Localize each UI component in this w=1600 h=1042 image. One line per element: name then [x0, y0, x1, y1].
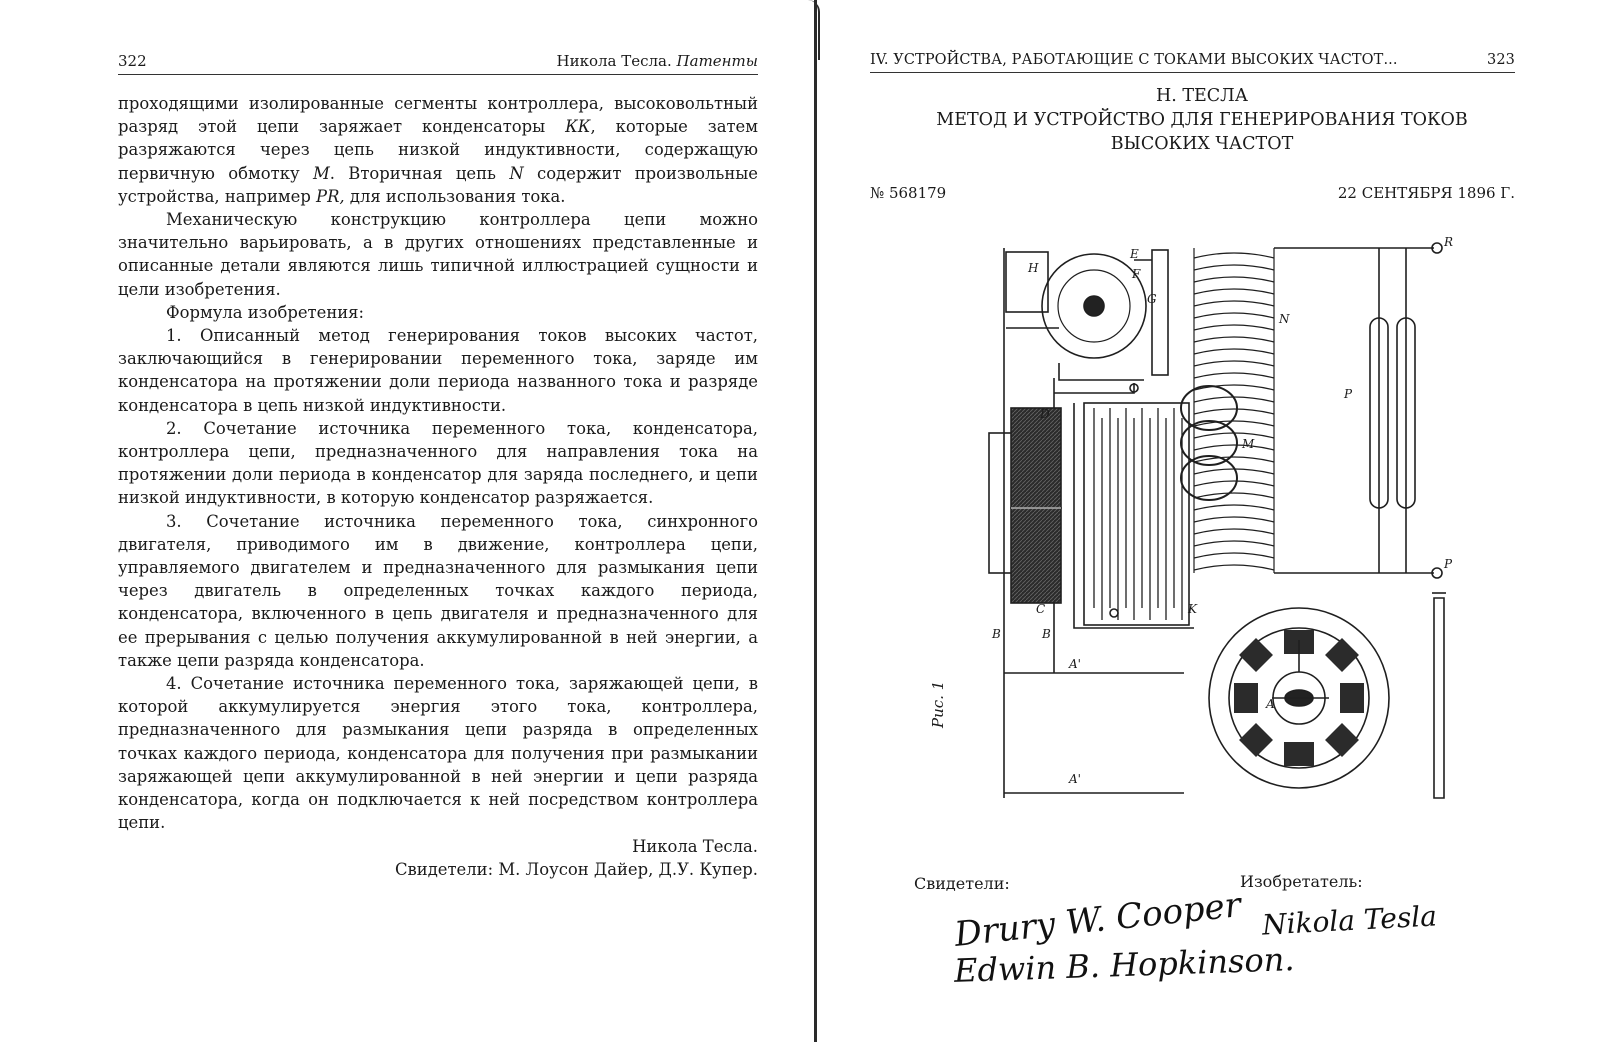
right-running-title: IV. УСТРОЙСТВА, РАБОТАЮЩИЕ С ТОКАМИ ВЫСОКИХ ЧАСТОТ... [870, 52, 1398, 68]
label-g: G [1147, 292, 1157, 306]
controller-terminal [1152, 250, 1168, 375]
paragraph-text: содержит произвольные устройства, например [118, 163, 758, 206]
patent-number: № 568179 [870, 184, 947, 202]
label-a-prime-2: A' [1069, 772, 1081, 786]
italic-term: КК [565, 117, 591, 137]
paragraph [118, 301, 758, 324]
patent-title-line-1: МЕТОД И УСТРОЙСТВО ДЛЯ ГЕНЕРИРОВАНИЯ ТОКОВ [936, 110, 1468, 130]
witnesses-label: Свидетели: [914, 874, 1010, 893]
transformer-winding-d [1011, 408, 1061, 508]
label-m: M [1242, 437, 1255, 451]
inventor-label: Изобретатель: [1240, 872, 1363, 891]
label-a: A [1266, 697, 1275, 711]
transformer-winding-c [1011, 508, 1061, 603]
paragraph [118, 510, 758, 672]
label-b-2: B [1042, 627, 1051, 641]
paragraph [118, 672, 758, 834]
paragraph-text: Свидетели: М. Лоусон Дайер, Д.У. Купер. [395, 859, 758, 879]
witness-signature-1: Drury W. Cooper [952, 885, 1243, 955]
paragraph-text: . Вторичная цепь [329, 163, 510, 183]
italic-term: М [312, 163, 330, 183]
paragraph [118, 324, 758, 417]
paragraph-text: Формула изобретения: [166, 302, 365, 322]
paragraph-text: 2. Сочетание источника переменного тока, конденсатора, контроллера цепи, предназначенного для направления тока на протяжении доли периода в конденсатор для заряда последнего, и цепи низкой индуктивности, в которую конденсатор разряжается. [118, 418, 758, 508]
left-page-number: 322 [118, 52, 147, 70]
patent-title-block [882, 84, 1522, 156]
paragraph-text: для использования тока. [344, 186, 566, 206]
label-d: D [1040, 407, 1050, 421]
left-body-text [118, 92, 758, 881]
circuit-diagram [934, 228, 1494, 808]
patent-meta [870, 184, 1515, 202]
label-f: F [1132, 267, 1141, 281]
paragraph-text: Никола Тесла. [632, 836, 758, 856]
label-p: P [1344, 387, 1353, 401]
left-running-head [118, 52, 758, 75]
condenser-k-outline [1084, 403, 1189, 625]
label-r: R [1444, 235, 1454, 249]
generator-stand [1434, 598, 1444, 798]
witness-signature-2: Edwin B. Hopkinson. [953, 940, 1296, 990]
paragraph [118, 417, 758, 510]
label-k: K [1188, 602, 1197, 616]
label-p-terminal: P [1444, 557, 1453, 571]
book-gutter [814, 0, 817, 1042]
paragraph-text: 1. Описанный метод генерирования токов высоких частот, заключающийся в генерировании переменного тока, заряде им конденсатора на протяжении доли периода названного тока и разряде конденсатора в цепь низкой индуктивности. [118, 326, 758, 415]
paragraph-text: проходящими изолированные сегменты контроллера, высоковольтный разряд этой цепи заряжает конденсаторы [118, 94, 758, 137]
label-b-1: B [992, 627, 1001, 641]
condenser-plates [1094, 408, 1182, 620]
paragraph [118, 858, 758, 881]
paragraph-text: 3. Сочетание источника переменного тока, синхронного двигателя, приводимого им в движение, контроллера цепи, управляемого двигателем и предназначенного для размыкания цепи через двигатель в определенных точках каждого периода, конденсатора, включенного в цепь двигателя и предназначенного для ее прерывания с целью получения аккумулированной в ней энергии, а также цепи разряда конденсатора. [118, 511, 758, 670]
label-h: H [1028, 261, 1039, 275]
paragraph-text: Механическую конструкцию контроллера цепи можно значительно варьировать, а в других отношениях представленные и описанные детали являются лишь типичной иллюстрацией сущности и цели изобретения. [118, 210, 758, 299]
paragraph [118, 92, 758, 208]
secondary-coil-n [1194, 248, 1274, 573]
left-running-title: Никола Тесла. Патенты [556, 52, 758, 70]
italic-term: N [509, 163, 524, 183]
paragraph [118, 208, 758, 301]
paragraph-text: 4. Сочетание источника переменного тока, заряжающей цепи, в которой аккумулируется энергия этого тока, контроллера, предназначенного для размыкания цепи разряда в определенных точках каждого периода, конденсатора для получения при размыкании заряжающей цепи аккумулированной в ней энергии и цепи разряда конденсатора, когда он подключается к ней посредством контроллера цепи. [118, 674, 758, 833]
label-a-prime-1: A' [1069, 657, 1081, 671]
right-page [822, 0, 1600, 1042]
right-page-number: 323 [1487, 52, 1515, 68]
right-running-head [870, 52, 1515, 73]
label-n: N [1279, 312, 1290, 326]
figure-caption: Рис. 1 [929, 680, 947, 728]
paragraph-text: , которые затем разряжаются через цепь низкой индуктивности, содержащую первичную обмотку [118, 117, 758, 183]
paragraph [118, 835, 758, 858]
patent-title-line-2: ВЫСОКИХ ЧАСТОТ [1110, 134, 1294, 154]
inventor-signature: Nikola Tesla [1261, 899, 1438, 942]
left-running-title-italic: Патенты [676, 52, 758, 70]
patent-figure [929, 228, 1494, 808]
patent-date: 22 СЕНТЯБРЯ 1896 Г. [1337, 184, 1515, 202]
patent-author: Н. ТЕСЛА [1155, 86, 1249, 106]
italic-term: PR, [316, 186, 345, 206]
label-e: E [1130, 247, 1139, 261]
label-c: C [1036, 602, 1046, 616]
